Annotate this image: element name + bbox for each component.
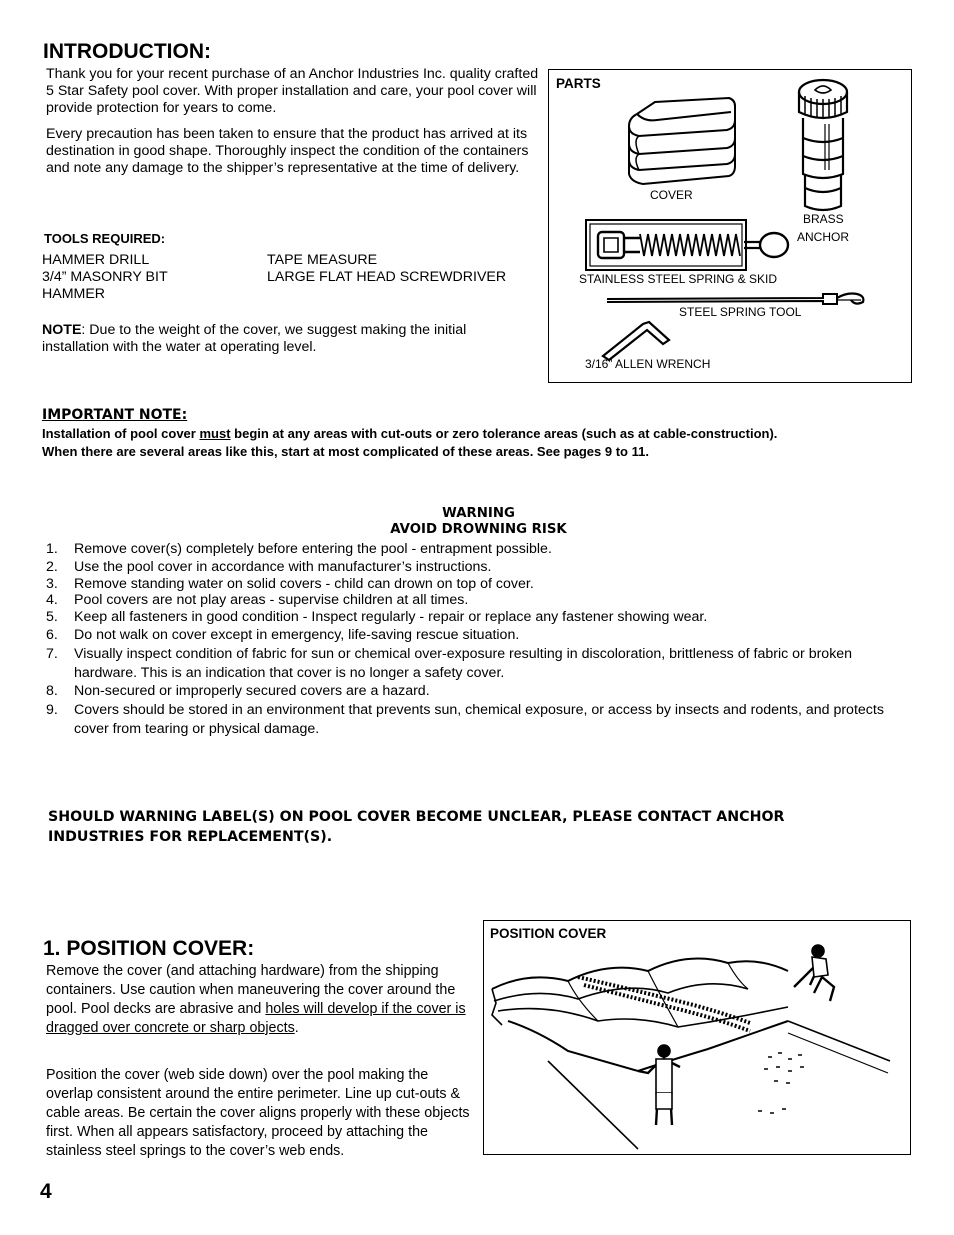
brass-caption-line1: BRASS [803,212,844,226]
label-notice-line-1: SHOULD WARNING LABEL(S) ON POOL COVER BECOME UNCLEAR, PLEASE CONTACT ANCHOR [48,809,785,825]
warning-item: 5. Keep all fasteners in good condition - Inspect regularly - repair or replace any fastener showing wear. [46,609,708,625]
warning-item: 8. Non-secured or improperly secured covers are a hazard. [46,683,430,699]
warning-item: 9. Covers should be stored in an environment that prevents sun, chemical exposure, or access by insects and rodents, and protects cover from tearing or physical damage. [46,701,884,737]
position-cover-box [483,920,911,1155]
warning-item: 4. Pool covers are not play areas - supervise children at all times. [46,591,469,608]
spring-tool-caption: STEEL SPRING TOOL [679,305,802,319]
warning-item: 7. Visually inspect condition of fabric for sun or chemical over-exposure resulting in discoloration, brittleness of fabric or broken hardware. This is an indication that cover is no longer a safety cover. [46,646,853,681]
parts-box [548,69,912,383]
brass-anchor-illustration [795,78,851,214]
spring-caption: STAINLESS STEEL SPRING & SKID [579,272,778,286]
brass-caption-line2: ANCHOR [797,230,850,244]
warning-item: 6. Do not walk on cover except in emergency, life-saving rescue situation. [46,626,520,643]
warning-item: 1. Remove cover(s) completely before entering the pool - entrapment possible. [46,541,552,557]
warning-item: 2. Use the pool cover in accordance with manufacturer’s instructions. [46,558,492,575]
intro-heading: INTRODUCTION: [43,40,211,63]
position-heading: 1. POSITION COVER: [43,937,255,960]
tool-item: 3/4” MASONRY BIT [42,269,168,285]
important-text [42,425,777,460]
tools-heading: TOOLS REQUIRED: [44,231,166,246]
important-line-1: Installation of pool cover must begin at any areas with cut-outs or zero tolerance areas (such as at cable-construction). [42,426,778,441]
note-label: NOTE [42,322,82,338]
tools-column-1 [42,252,168,303]
cover-caption: COVER [650,188,693,202]
tool-item: TAPE MEASURE [267,252,378,268]
position-cover-illustration [488,941,906,1151]
label-notice [48,808,784,847]
warning-item: 3. Remove standing water on solid covers - child can drown on top of cover. [46,576,534,592]
allen-wrench-caption: 3/16” ALLEN WRENCH [585,357,711,371]
warning-subtitle: AVOID DROWNING RISK [390,522,567,537]
important-line-2: When there are several areas like this, start at most complicated of these areas. See pages 9 to 11. [42,443,649,459]
drag-warning-underlined: holes will develop if the cover is dragged over concrete or sharp objects [46,1001,466,1036]
position-paragraph-1: Remove the cover (and attaching hardware) from the shipping containers. Use caution when maneuvering the cover around the pool. Pool decks are abrasive and holes will develop if the cover is dragged over concrete or sharp objects. [46,963,466,1036]
tool-item: HAMMER DRILL [42,252,150,268]
must-emphasis: must [199,426,231,441]
position-paragraph-2: Position the cover (web side down) over the pool making the overlap consistent around the entire perimeter. Line up cut-outs & cable areas. Be certain the cover aligns properly with these objects first. When all appears satisfactory, proceed by attaching the stainless steel springs to the cover’s web ends. [46,1067,470,1159]
tools-column-2 [267,252,506,286]
important-heading: IMPORTANT NOTE: [42,407,188,423]
allen-wrench-illustration [599,318,673,362]
position-cover-title: POSITION COVER [490,926,607,941]
parts-title: PARTS [556,76,601,91]
cover-illustration [625,96,737,188]
warning-title: WARNING [442,506,515,521]
warning-list [42,541,918,739]
note-paragraph [42,322,532,356]
intro-paragraph-1: Thank you for your recent purchase of an Anchor Industries Inc. quality crafted 5 Star Safety pool cover. With proper installation and care, your pool cover will provide protection for years to come. [46,66,539,116]
spring-skid-illustration [584,218,794,274]
tool-item: LARGE FLAT HEAD SCREWDRIVER [267,269,507,285]
page-number: 4 [40,1180,52,1203]
note-text: : Due to the weight of the cover, we suggest making the initial installation with the water at operating level. [42,322,467,355]
intro-paragraph-2: Every precaution has been taken to ensure that the product has arrived at its destination in good shape. Thoroughly inspect the condition of the containers and note any damage to the shipper’s representative at the time of delivery. [46,126,529,176]
tool-item: HAMMER [42,286,106,302]
label-notice-line-2: INDUSTRIES FOR REPLACEMENT(S). [48,828,333,845]
